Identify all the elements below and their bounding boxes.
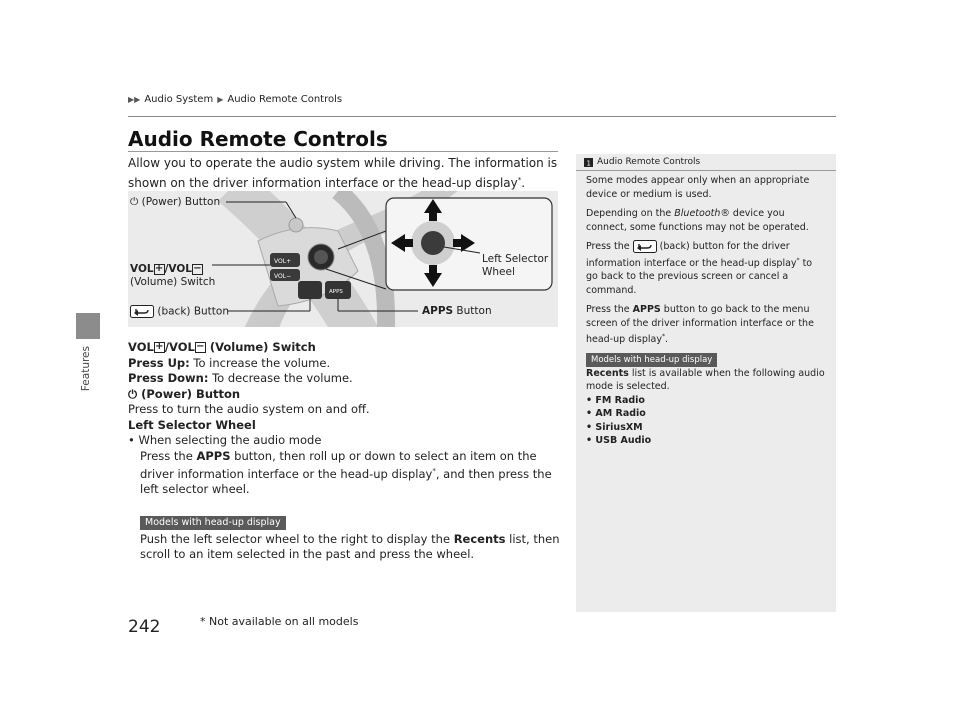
- badge-line: [128, 514, 568, 530]
- footnote-marker: *: [432, 467, 436, 475]
- vol-switch-text: (Volume) Switch: [130, 276, 216, 288]
- side-notes-title: Audio Remote Controls: [597, 157, 701, 167]
- vol-text-2: /VOL: [164, 263, 192, 275]
- apps-instr-c: button, then roll up or down to select an item on the driver information interface or the head-up display: [140, 448, 537, 481]
- note-p2-c: ® device you connect, some functions may not be operated.: [586, 208, 809, 233]
- apps-rest: Button: [453, 305, 492, 317]
- power-heading: [128, 387, 568, 403]
- footnote-marker: *: [517, 176, 522, 184]
- apps-instr-d: , and then press the left selector wheel.: [140, 466, 552, 497]
- note-badge-line: [586, 353, 826, 367]
- vol-text: VOL: [130, 263, 154, 275]
- page-title: Audio Remote Controls: [128, 127, 388, 151]
- apps-instruction: [128, 449, 568, 498]
- volume-switch-label: [130, 263, 215, 289]
- steering-wheel-diagram: [128, 191, 558, 327]
- note-icon: [584, 158, 593, 167]
- note-p2-b: Bluetooth: [674, 208, 721, 219]
- power-button-label: [130, 196, 220, 209]
- breadcrumb-arrow-icon: ▶: [217, 95, 224, 104]
- left-selector-line2: Wheel: [482, 266, 515, 278]
- note-p3-c: to go back to the previous screen or cancel a command.: [586, 257, 813, 296]
- apps-bold: APPS: [422, 305, 454, 317]
- power-key[interactable]: [289, 218, 303, 232]
- power-heading-text: (Power) Button: [137, 386, 241, 401]
- title-rule: [128, 151, 558, 152]
- audio-mode-list: [586, 394, 826, 448]
- vol-heading-c: (Volume) Switch: [205, 340, 316, 354]
- press-up-label: Press Up:: [128, 355, 190, 370]
- back-icon: [633, 240, 657, 253]
- press-down-line: [128, 371, 568, 387]
- press-up-text: To increase the volume.: [189, 355, 331, 370]
- volume-heading: [128, 340, 568, 356]
- list-item: • USB Audio: [586, 435, 652, 447]
- side-notes-body: [576, 171, 836, 448]
- note-p4-a: Press the: [586, 304, 633, 316]
- footnote-marker: *: [796, 256, 800, 264]
- bullet-item: [128, 433, 568, 449]
- intro-paragraph: [128, 155, 558, 192]
- side-notes-header: [576, 154, 836, 167]
- apps-button-label: [422, 305, 492, 318]
- push-instruction: [128, 532, 568, 563]
- left-selector-label: [482, 253, 548, 279]
- side-notes-panel: [576, 154, 836, 612]
- list-item-text: USB Audio: [595, 435, 652, 447]
- plus-icon: +: [154, 262, 164, 274]
- section-tab: [76, 313, 100, 339]
- note-p3-b: (back) button for the driver information interface or the head-up display: [586, 241, 797, 269]
- minus-icon: −: [196, 341, 205, 352]
- wheel-vol-up-text: VOL+: [274, 258, 292, 265]
- note-p5: [586, 367, 826, 394]
- breadcrumb-item[interactable]: Audio System: [144, 94, 214, 105]
- power-icon: ⏻: [128, 386, 138, 401]
- model-badge: Models with head-up display: [140, 516, 286, 530]
- model-badge: Models with head-up display: [586, 353, 717, 367]
- list-item: • FM Radio: [586, 394, 645, 406]
- section-label: Features: [80, 346, 92, 392]
- back-key[interactable]: [298, 281, 322, 299]
- note-p2-a: Depending on the: [586, 208, 675, 219]
- list-item: • SiriusXM: [586, 421, 643, 433]
- minus-icon: −: [193, 262, 202, 274]
- footnote: * Not available on all models: [200, 615, 359, 628]
- bullet-icon: •: [128, 433, 139, 447]
- breadcrumb-item[interactable]: Audio Remote Controls: [227, 94, 343, 105]
- breadcrumb-arrow-icon: ▶▶: [128, 95, 141, 104]
- intro-end: .: [521, 176, 526, 190]
- back-button-label: [130, 305, 229, 319]
- back-label-text: (back) Button: [157, 305, 229, 318]
- press-down-label: Press Down:: [128, 371, 209, 385]
- power-text: Press to turn the audio system on and off.: [128, 402, 370, 416]
- note-p2: [586, 207, 826, 234]
- wheel-apps-text: APPS: [329, 289, 343, 295]
- list-item-text: AM Radio: [595, 408, 646, 420]
- push-b: Recents: [453, 531, 506, 546]
- note-p3-a: Press the: [586, 241, 633, 252]
- left-selector-line1: Left Selector: [482, 253, 549, 265]
- breadcrumb: [128, 94, 342, 105]
- press-down-text: To decrease the volume.: [208, 371, 353, 385]
- list-item: • AM Radio: [586, 408, 646, 420]
- wheel-vol-down-text: VOL−: [274, 273, 292, 280]
- back-icon: [130, 305, 154, 318]
- note-p4-d: .: [664, 334, 668, 346]
- header-rule: [128, 116, 836, 117]
- note-p3: [586, 240, 826, 297]
- push-c: list, then scroll to an item selected in the past and press the wheel.: [140, 531, 560, 562]
- list-item-text: FM Radio: [595, 394, 645, 406]
- note-p4: [586, 303, 826, 347]
- bullet-text: When selecting the audio mode: [138, 433, 322, 447]
- intro-text: Allow you to operate the audio system while driving. The information is shown on the driver information interface or the head-up display: [128, 156, 558, 190]
- main-body: [128, 340, 568, 563]
- note-p5-a: Recents: [586, 367, 629, 379]
- power-label-text: (Power) Button: [141, 196, 221, 208]
- note-p4-b: APPS: [632, 304, 661, 316]
- page-number: 242: [128, 617, 161, 637]
- plus-icon: +: [155, 341, 164, 352]
- power-icon: ⏻: [130, 196, 139, 208]
- push-a: Push the left selector wheel to the right to display the: [140, 531, 454, 546]
- press-up-line: [128, 356, 568, 372]
- left-selector-heading: Left Selector Wheel: [128, 417, 256, 432]
- apps-instr-b: APPS: [196, 448, 231, 463]
- list-item-text: SiriusXM: [595, 421, 643, 433]
- vol-heading-b: /VOL: [164, 340, 195, 354]
- note-p4-c: button to go back to the menu screen of the driver information interface or the head-up display: [586, 304, 814, 346]
- note-p5-b: list is available when the following audio mode is selected.: [586, 367, 825, 393]
- note-p1: Some modes appear only when an appropriate device or medium is used.: [586, 175, 810, 200]
- vol-heading-a: VOL: [128, 340, 154, 354]
- svg-text:1: 1: [586, 159, 591, 167]
- footnote-marker: *: [661, 333, 665, 341]
- apps-instr-a: Press the: [140, 448, 197, 463]
- inset-selector-wheel: [421, 231, 445, 255]
